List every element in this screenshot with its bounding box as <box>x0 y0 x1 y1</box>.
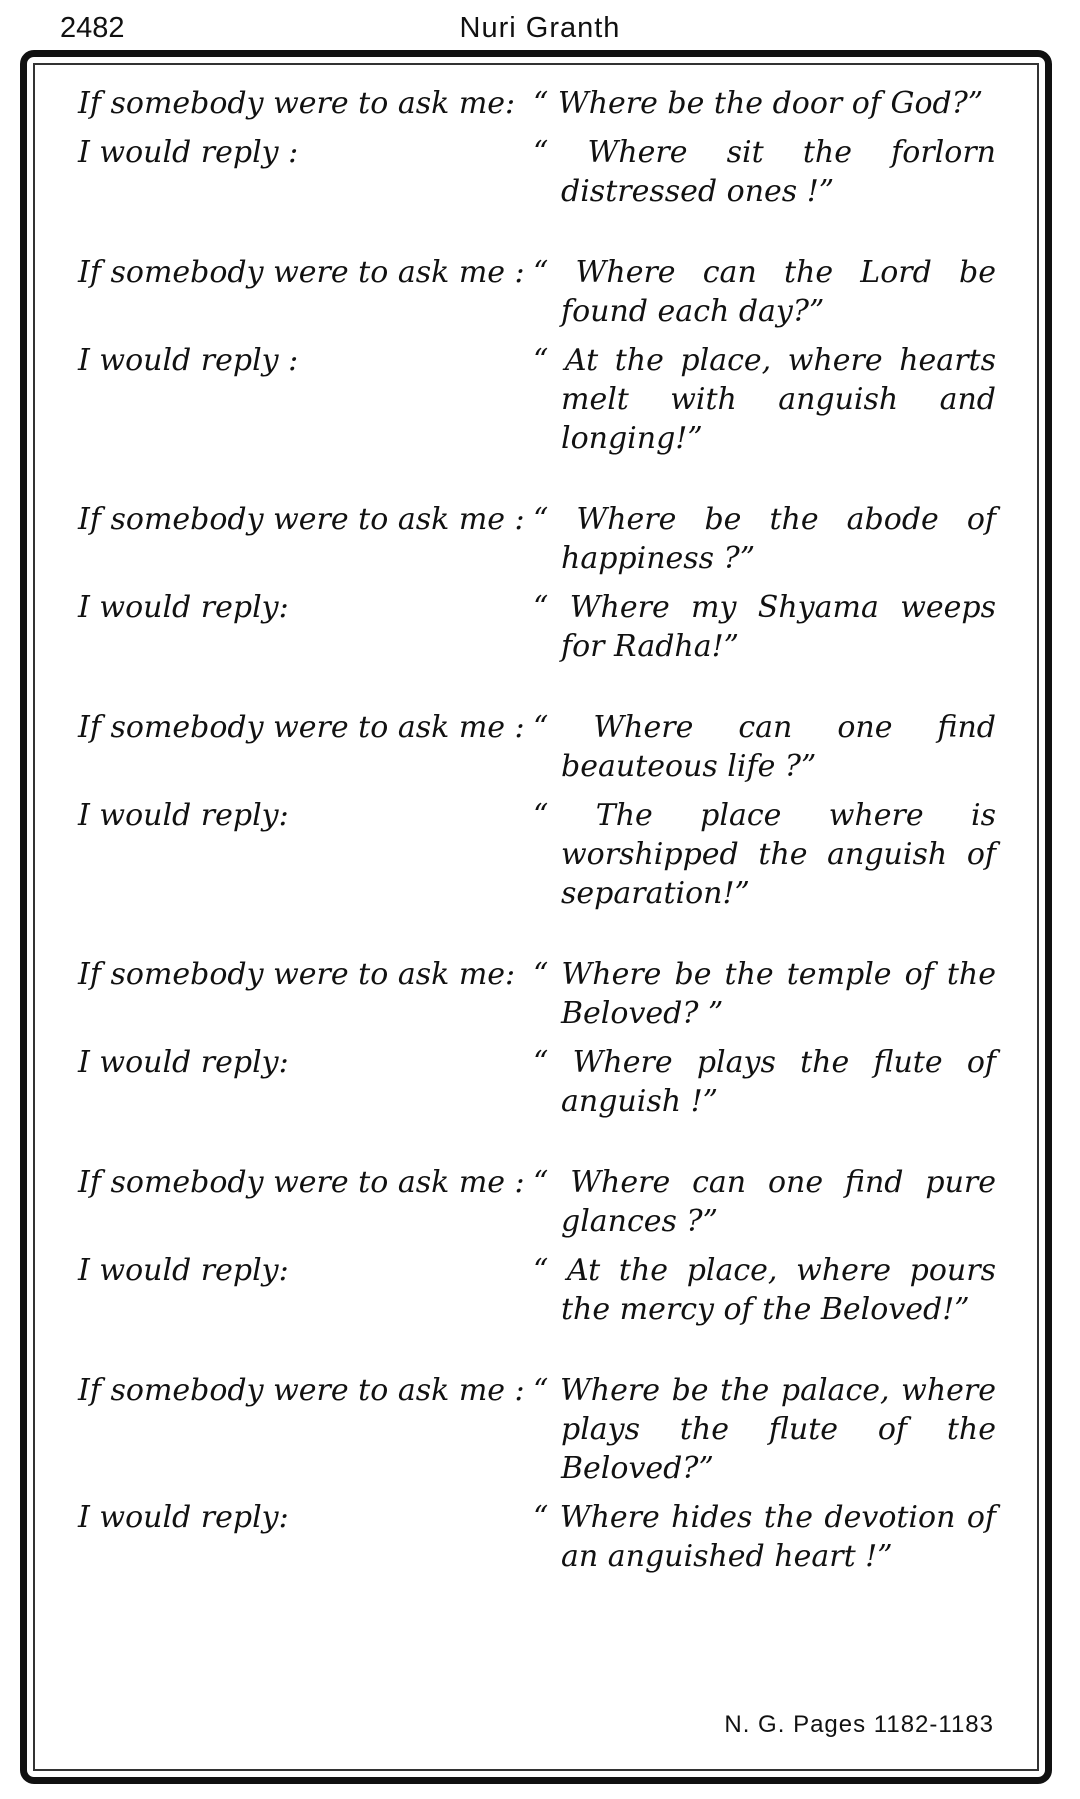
question-label: If somebody were to ask me : <box>78 255 525 290</box>
reply-text: “ The place where is worshipped the anguish of separation!” <box>533 798 996 911</box>
verse-content <box>78 84 996 1618</box>
reply-text: “ Where hides the devotion of an anguished heart !” <box>533 1500 996 1574</box>
page-header <box>0 10 1080 50</box>
question-row <box>78 955 996 1033</box>
reply-label: I would reply: <box>78 798 289 833</box>
reply-row <box>78 1043 996 1121</box>
page-number: 2482 <box>60 12 125 44</box>
question-text: “ Where be the palace, where plays the flute of the Beloved?” <box>533 1373 996 1486</box>
question-label: If somebody were to ask me : <box>78 502 525 537</box>
question-row <box>78 500 996 578</box>
question-label: If somebody were to ask me : <box>78 710 525 745</box>
question-label: If somebody were to ask me : <box>78 1373 525 1408</box>
reply-row <box>78 796 996 913</box>
question-text: “ Where be the temple of the Beloved? ” <box>533 957 996 1031</box>
reply-row <box>78 133 996 211</box>
page-reference: N. G. Pages 1182-1183 <box>724 1711 994 1738</box>
stanza <box>78 708 996 913</box>
stanza <box>78 1371 996 1576</box>
question-row <box>78 84 996 123</box>
reply-text: “ Where my Shyama weeps for Radha!” <box>533 590 996 664</box>
question-label: If somebody were to ask me: <box>78 86 516 121</box>
reply-label: I would reply: <box>78 590 289 625</box>
reply-row <box>78 1251 996 1329</box>
question-row <box>78 253 996 331</box>
question-text: “ Where be the door of God?” <box>533 86 984 121</box>
reply-label: I would reply: <box>78 1500 289 1535</box>
stanza <box>78 1163 996 1329</box>
reply-text: “ Where plays the flute of anguish !” <box>533 1045 996 1119</box>
stanza <box>78 84 996 211</box>
stanza <box>78 955 996 1121</box>
reply-text: “ At the place, where pours the mercy of the Beloved!” <box>533 1253 996 1327</box>
question-label: If somebody were to ask me: <box>78 957 516 992</box>
question-row <box>78 1371 996 1488</box>
question-text: “ Where be the abode of happiness ?” <box>533 502 996 576</box>
reply-label: I would reply : <box>78 343 299 378</box>
reply-label: I would reply: <box>78 1045 289 1080</box>
reply-label: I would reply: <box>78 1253 289 1288</box>
question-label: If somebody were to ask me : <box>78 1165 525 1200</box>
question-row <box>78 708 996 786</box>
reply-row <box>78 341 996 458</box>
stanza <box>78 253 996 458</box>
stanza <box>78 500 996 666</box>
question-text: “ Where can one find pure glances ?” <box>533 1165 996 1239</box>
question-text: “ Where can one find beauteous life ?” <box>533 710 996 784</box>
question-text: “ Where can the Lord be found each day?” <box>533 255 996 329</box>
reply-row <box>78 588 996 666</box>
question-row <box>78 1163 996 1241</box>
reply-label: I would reply : <box>78 135 299 170</box>
book-title: Nuri Granth <box>459 12 621 44</box>
reply-text: “ Where sit the forlorn distressed ones !” <box>533 135 996 209</box>
reply-row <box>78 1498 996 1576</box>
reply-text: “ At the place, where hearts melt with anguish and longing!” <box>533 343 996 456</box>
